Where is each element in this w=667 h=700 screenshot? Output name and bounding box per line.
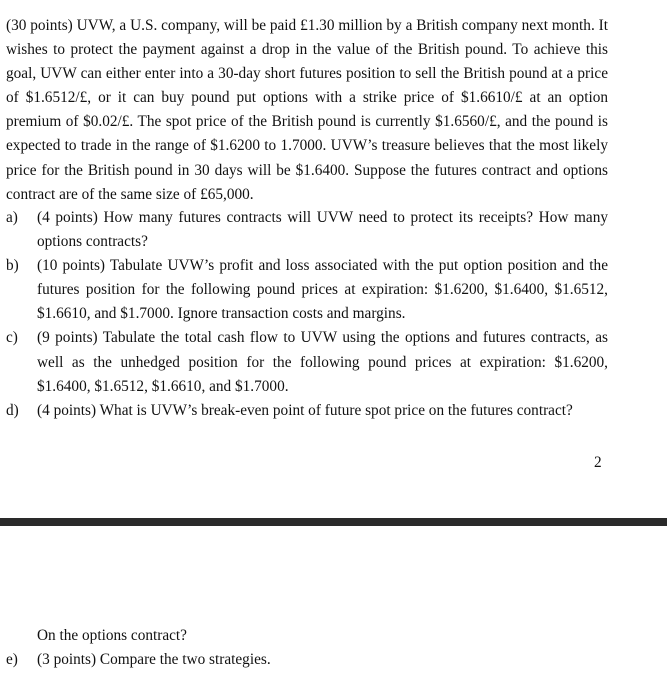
question-text: (4 points) What is UVW’s break-even point of future spot price on the futures contract? [37, 401, 573, 419]
question-text: (3 points) Compare the two strategies. [37, 651, 271, 668]
page-number: 2 [594, 454, 602, 471]
question-text: (10 points) Tabulate UVW’s profit and loss associated with the put option position and the futures position for the following pound prices at expiration: $1.6200, $1.6400, $1.6512, $1.6610, and $1.7000. Ignore transaction costs and margins. [37, 257, 608, 323]
question-marker: b) [6, 257, 19, 275]
question-text: (9 points) Tabulate the total cash flow to UVW using the options and futures contracts, as well as the unhedged position for the following pound prices at expiration: $1.6200, $1.6400, $1.6512, $1.6610, and $1.7000. [37, 329, 608, 395]
question-marker: d) [6, 401, 19, 419]
question-marker: a) [6, 209, 18, 226]
continuation-line: On the options contract? [37, 627, 187, 644]
question-marker: e) [6, 651, 18, 668]
question-c [6, 326, 608, 398]
question-text: (4 points) How many futures contracts will UVW need to protect its receipts? How many options contracts? [37, 209, 608, 251]
page-divider [0, 518, 667, 526]
question-b [6, 254, 608, 326]
question-list [6, 206, 608, 423]
question-d [6, 399, 608, 423]
question-a [6, 206, 608, 254]
problem-intro: (30 points) UVW, a U.S. company, will be paid £1.30 million by a British company next month. It wishes to protect the payment against a drop in the value of the British pound. To achieve this goal, UVW can either enter into a 30-day short futures position to sell the British pound at a price of $1.6512/£, or it can buy pound put options with a strike price of $1.6610/£ at an option premium of $0.02/£. The spot price of the British pound is currently $1.6560/£, and the pound is expected to trade in the range of $1.6200 to 1.7000. UVW’s treasure believes that the most likely price for the British pound in 30 days will be $1.6400. Suppose the futures contract and options contract are of the same size of £65,000. [6, 17, 608, 203]
question-marker: c) [6, 329, 18, 347]
